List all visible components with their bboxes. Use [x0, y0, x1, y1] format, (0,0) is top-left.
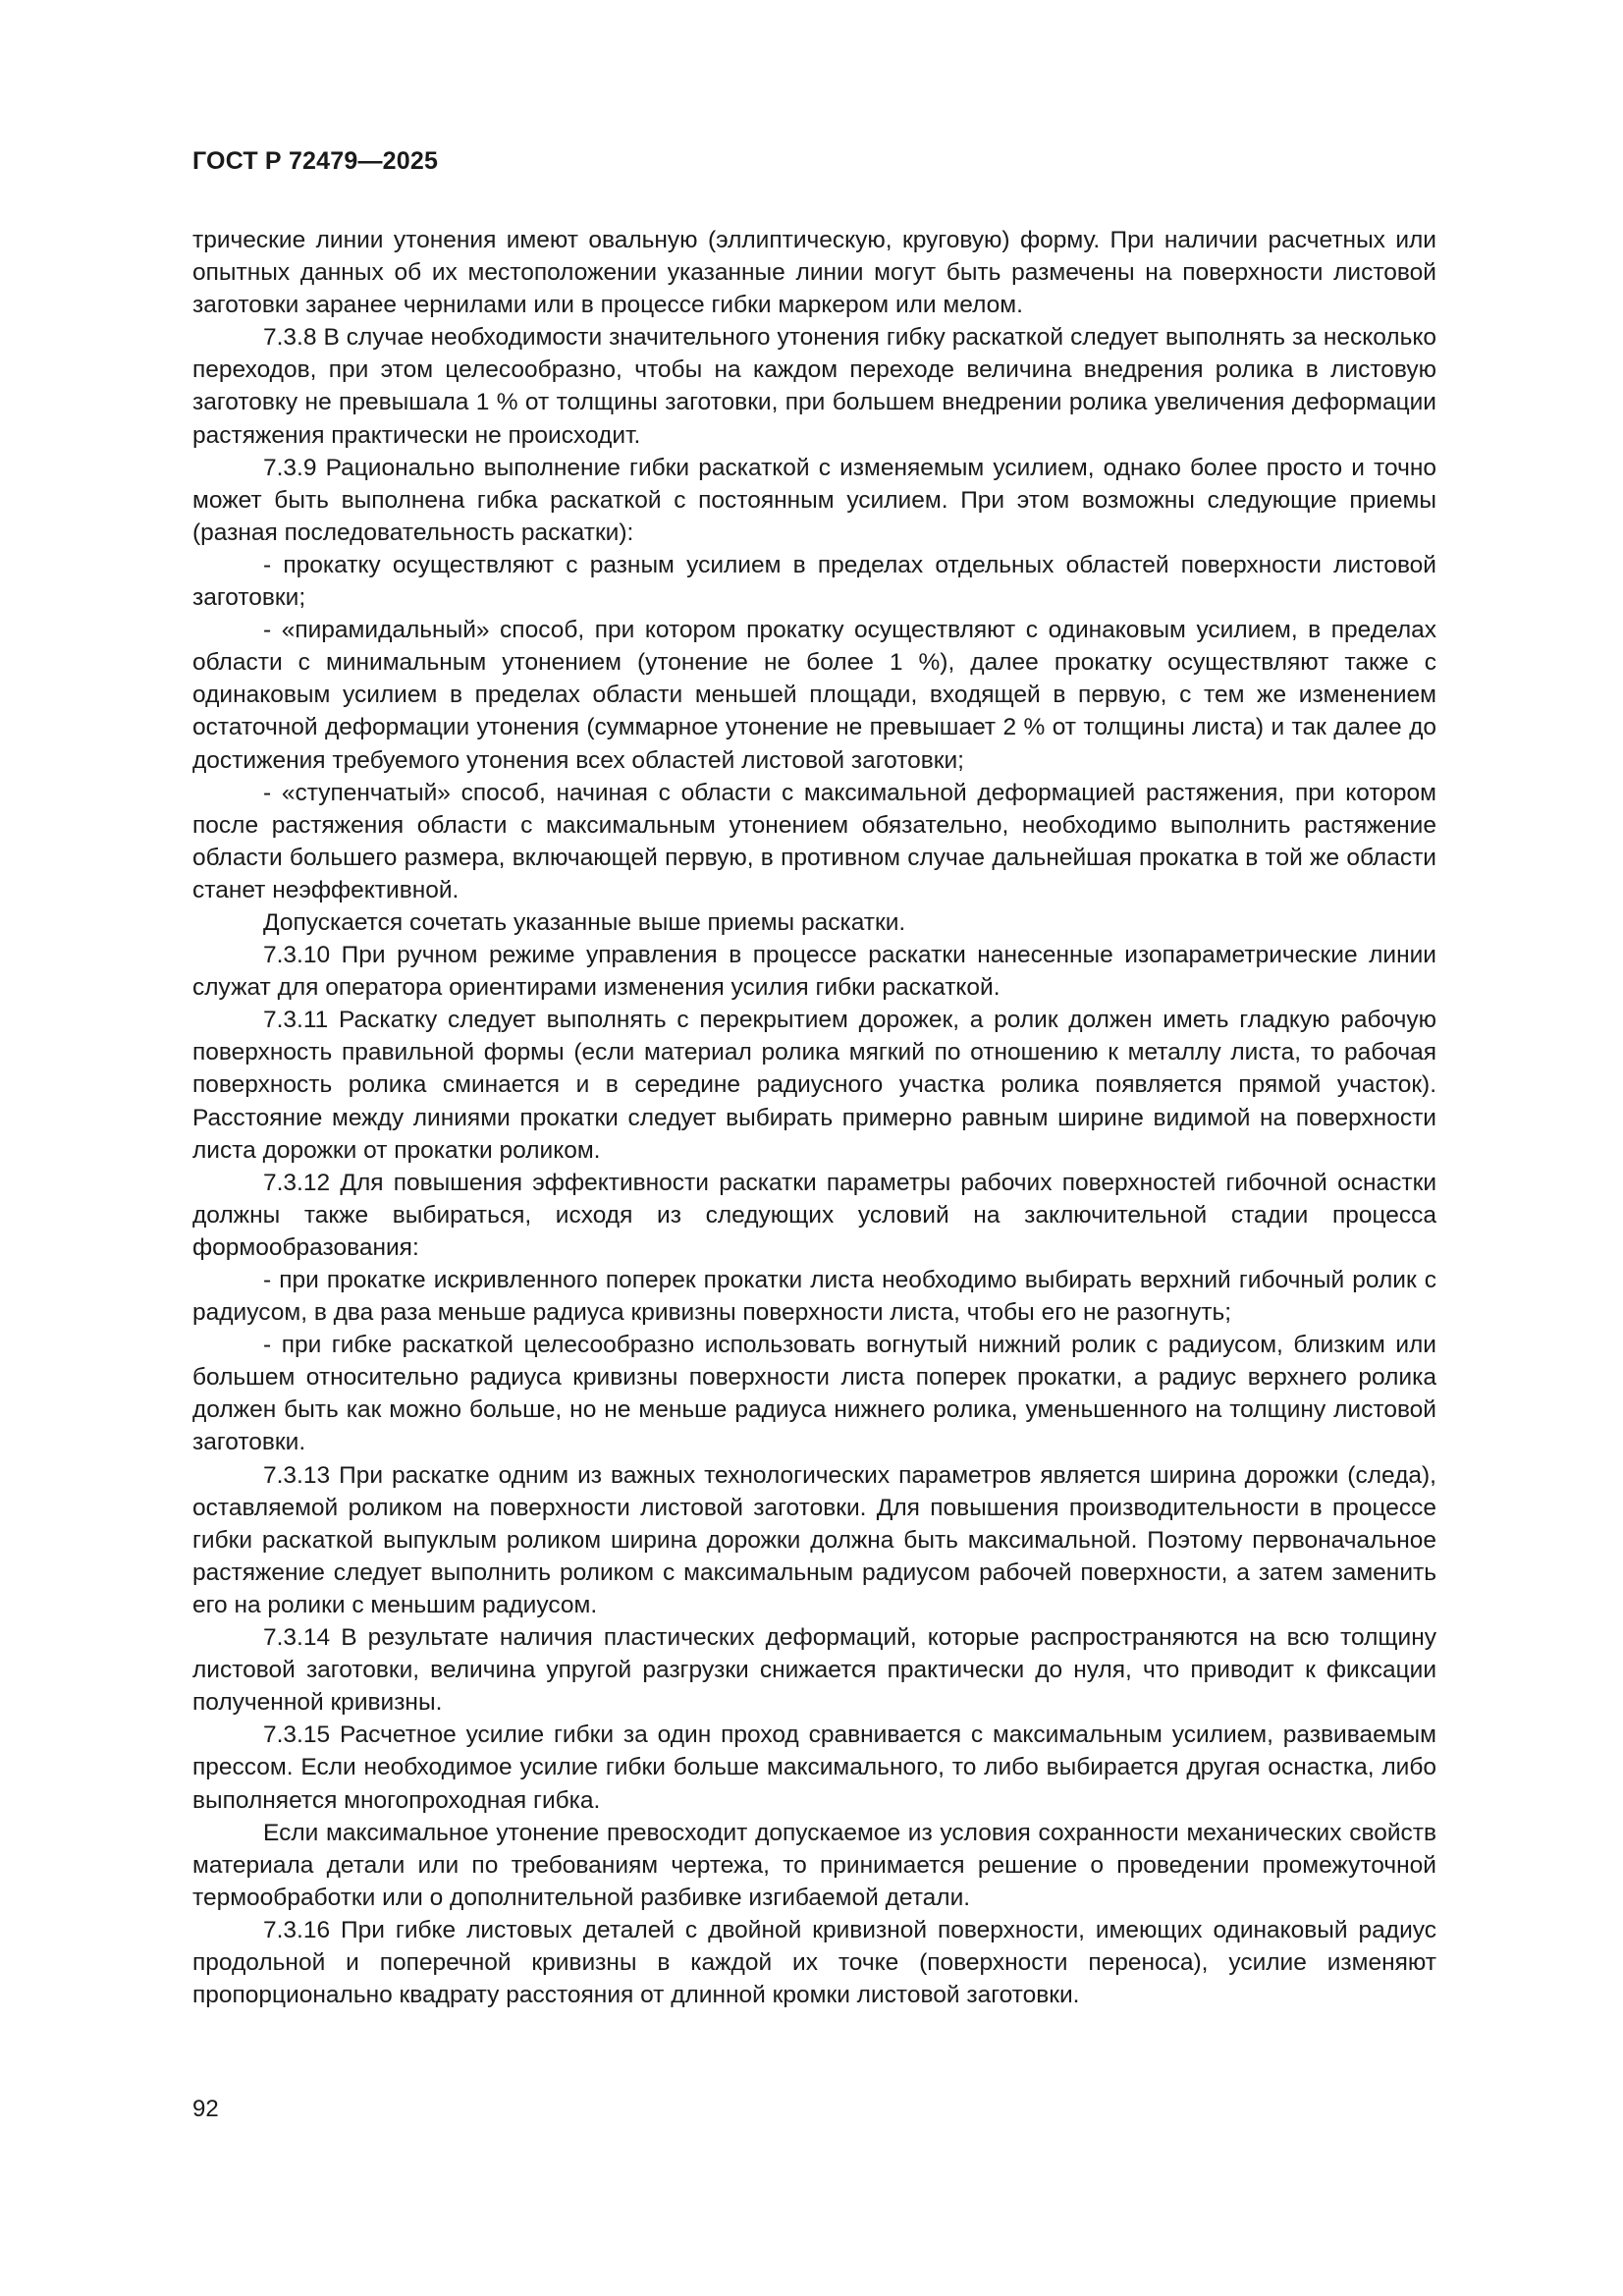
list-item-concave-lower-roller: - при гибке раскаткой целесообразно использовать вогнутый нижний ролик с радиусом, близким или большем относительно радиуса кривизны поверхности листа поперек прокатки, а радиус верхнего ролика должен быть как можно больше, но не меньше радиуса нижнего ролика, уменьшенного на толщину листовой заготовки. [192, 1332, 1436, 1456]
list-item-curved-sheet-roller: - при прокатке искривленного поперек прокатки листа необходимо выбирать верхний гибочный ролик с радиусом, в два раза меньше радиуса кривизны поверхности листа, чтобы его не разогнуть; [192, 1267, 1436, 1327]
paragraph-7-3-8: 7.3.8 В случае необходимости значительного утонения гибку раскаткой следует выполнять за несколько переходов, при этом целесообразно, чтобы на каждом переходе величина внедрения ролика в листовую заготовку не превышала 1 % от толщины заготовки, при большем внедрении ролика увеличения деформации растяжения практически не происходит. [192, 324, 1436, 449]
document-code: ГОСТ Р 72479—2025 [192, 147, 439, 175]
list-item-rolling-different-force: - прокатку осуществляют с разным усилием в пределах отдельных областей поверхности листовой заготовки; [192, 551, 1436, 612]
paragraph-7-3-12: 7.3.12 Для повышения эффективности раскатки параметры рабочих поверхностей гибочной оснастки должны также выбираться, исходя из следующих условий на заключительной стадии процесса формообразования: [192, 1169, 1436, 1261]
paragraph-combination-allowed: Допускается сочетать указанные выше приемы раскатки. [263, 908, 906, 936]
paragraph-max-thinning: Если максимальное утонение превосходит допускаемое из условия сохранности механических свойств материала детали или по требованиям чертежа, то принимается решение о проведении промежуточной термообработки или о дополнительной разбивке изгибаемой детали. [192, 1819, 1436, 1911]
list-item-pyramidal-method: - «пирамидальный» способ, при котором прокатку осуществляют с одинаковым усилием, в пределах области с минимальным утонением (утонение не более 1 %), далее прокатку осуществляют также с одинаковым усилием в пределах области меньшей площади, входящей в первую, с тем же изменением остаточной деформации утонения (суммарное утонение не превышает 2 % от толщины листа) и так далее до достижения требуемого утонения всех областей листовой заготовки; [192, 617, 1436, 774]
document-body [192, 224, 1436, 2011]
page-number: 92 [192, 2096, 219, 2122]
paragraph-7-3-16: 7.3.16 При гибке листовых деталей с двойной кривизной поверхности, имеющих одинаковый радиус продольной и поперечной кривизны в каждой их точке (поверхности переноса), усилие изменяют пропорционально квадрату расстояния от длинной кромки листовой заготовки. [192, 1916, 1436, 2009]
paragraph-7-3-10: 7.3.10 При ручном режиме управления в процессе раскатки нанесенные изопараметрические линии служат для оператора ориентирами изменения усилия гибки раскаткой. [192, 942, 1436, 1002]
paragraph-continuation: трические линии утонения имеют овальную (эллиптическую, круговую) форму. При наличии расчетных или опытных данных об их местоположении указанные линии могут быть размечены на поверхности листовой заготовки заранее чернилами или в процессе гибки маркером или мелом. [192, 227, 1436, 319]
paragraph-7-3-11: 7.3.11 Раскатку следует выполнять с перекрытием дорожек, а ролик должен иметь гладкую рабочую поверхность правильной формы (если материал ролика мягкий по отношению к металлу листа, то рабочая поверхность ролика сминается и в середине радиусного участка ролика появляется прямой участок). Расстояние между линиями прокатки следует выбирать примерно равным ширине видимой на поверхности листа дорожки от прокатки роликом. [192, 1007, 1436, 1164]
paragraph-7-3-13: 7.3.13 При раскатке одним из важных технологических параметров является ширина дорожки (следа), оставляемой роликом на поверхности листовой заготовки. Для повышения производительности в процессе гибки раскаткой выпуклым роликом ширина дорожки должна быть максимальной. Поэтому первоначальное растяжение следует выполнить роликом с максимальным радиусом рабочей поверхности, а затем заменить его на ролики с меньшим радиусом. [192, 1461, 1436, 1618]
paragraph-7-3-14: 7.3.14 В результате наличия пластических деформаций, которые распространяются на всю толщину листовой заготовки, величина упругой разгрузки снижается практически до нуля, что приводит к фиксации полученной кривизны. [192, 1624, 1436, 1717]
list-item-stepped-method: - «ступенчатый» способ, начиная с области с максимальной деформацией растяжения, при котором после растяжения области с максимальным утонением обязательно, необходимо выполнить растяжение области большего размера, включающей первую, в противном случае дальнейшая прокатка в той же области станет неэффективной. [192, 779, 1436, 903]
paragraph-7-3-15: 7.3.15 Расчетное усилие гибки за один проход сравнивается с максимальным усилием, развиваемым прессом. Если необходимое усилие гибки больше максимального, то либо выбирается другая оснастка, либо выполняется многопроходная гибка. [192, 1722, 1436, 1814]
paragraph-7-3-9: 7.3.9 Рационально выполнение гибки раскаткой с изменяемым усилием, однако более просто и точно может быть выполнена гибка раскаткой с постоянным усилием. При этом возможны следующие приемы (разная последовательность раскатки): [192, 454, 1436, 546]
